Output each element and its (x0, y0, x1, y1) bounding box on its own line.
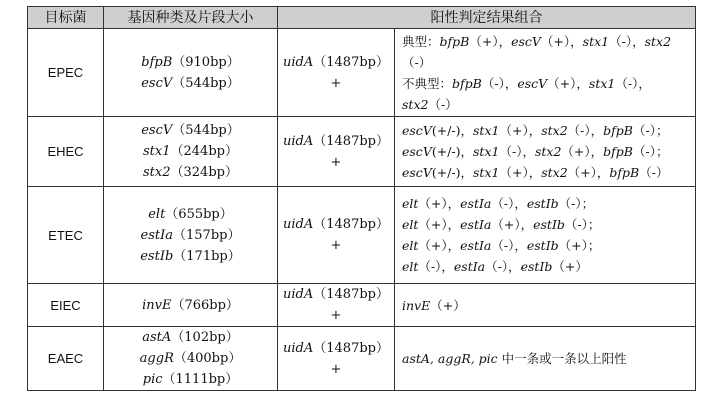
gene-name: bfpB (141, 54, 173, 70)
result-gene: escV (511, 33, 541, 49)
gene-line (104, 327, 277, 348)
result-gene: stx2 (402, 96, 429, 112)
result-text: （+）， (418, 196, 461, 211)
gene-line (104, 162, 277, 183)
result-cell (395, 117, 696, 187)
header-gene-types: 基因种类及片段大小 (104, 7, 278, 29)
table-body (28, 29, 696, 391)
result-text: （+）， (561, 144, 604, 159)
result-gene: estIa (460, 217, 492, 232)
gene-list (104, 29, 278, 117)
result-line (402, 235, 695, 256)
result-gene: bfpB (603, 144, 633, 159)
gene-line (104, 225, 277, 246)
result-line (402, 52, 695, 73)
uida-cell (278, 284, 395, 327)
result-text: （-）； (632, 144, 669, 159)
gene-size: （1111bp） (162, 372, 239, 387)
bacteria-name: EAEC (28, 327, 104, 391)
gene-name: elt (148, 206, 166, 222)
result-text: 典型： (402, 33, 440, 49)
gene-size: （324bp） (170, 165, 238, 180)
uida-gene: uidA (283, 217, 314, 232)
uida-plus: + (330, 154, 342, 170)
gene-list (104, 187, 278, 284)
table-row (28, 117, 696, 187)
result-line (402, 214, 695, 235)
result-gene: estIb (526, 238, 559, 253)
result-text: （+）， (469, 33, 512, 49)
result-text: （+）， (540, 33, 583, 49)
result-gene: escV (402, 123, 432, 138)
gene-line (104, 73, 277, 94)
uida-gene: uidA (283, 54, 314, 70)
result-gene: stx1 (473, 165, 500, 180)
result-text: （-） (428, 96, 458, 112)
result-text: （+）， (499, 123, 542, 138)
gene-line (104, 246, 277, 267)
uida-gene: uidA (283, 133, 314, 149)
result-line (402, 295, 695, 316)
gene-name: invE (142, 297, 172, 313)
result-gene: stx1 (473, 123, 500, 138)
result-line (402, 256, 695, 277)
gene-line (104, 369, 277, 390)
gene-size: （157bp） (173, 227, 241, 243)
result-gene: astA, aggR, pic (402, 351, 498, 366)
uida-cell (278, 187, 395, 284)
result-text: （+） (552, 259, 588, 274)
result-line (402, 31, 695, 52)
result-cell (395, 29, 696, 117)
result-gene: bfpB (609, 165, 640, 180)
gene-size: （544bp） (172, 123, 240, 138)
result-cell (395, 327, 696, 391)
result-line (402, 348, 695, 369)
result-text: （+）， (547, 75, 589, 91)
result-text: （-） (402, 54, 432, 70)
result-gene: estIb (533, 217, 565, 232)
result-text: (+/-)， (431, 123, 474, 138)
result-line (402, 120, 695, 141)
result-gene: estIa (453, 259, 486, 274)
gene-line (104, 204, 277, 225)
result-gene: bfpB (603, 123, 633, 138)
result-line (402, 162, 695, 183)
result-text: （-）， (491, 196, 527, 211)
uida-line (278, 52, 394, 73)
result-cell (395, 187, 696, 284)
result-gene: estIa (460, 238, 492, 253)
result-text: (+/-)， (431, 144, 474, 159)
uida-plus: + (330, 361, 342, 377)
uida-plus: + (330, 238, 342, 253)
gene-list (104, 284, 278, 327)
uida-plus: + (330, 308, 342, 323)
table-row (28, 327, 696, 391)
result-text: （+）； (558, 238, 601, 253)
result-cell (395, 284, 696, 327)
header-target-bacteria: 目标菌 (28, 7, 104, 29)
result-line (402, 94, 695, 115)
result-gene: elt (402, 196, 419, 211)
result-gene: bfpB (452, 75, 482, 91)
uida-size: （1487bp） (313, 133, 389, 149)
result-text: （-）， (499, 144, 535, 159)
result-text: （+） (430, 297, 466, 313)
uida-line (278, 338, 394, 359)
result-gene: escV (517, 75, 548, 91)
table-row (28, 29, 696, 117)
result-gene: escV (402, 144, 432, 159)
result-gene: stx2 (534, 144, 562, 159)
result-line (402, 73, 695, 94)
uida-cell (278, 29, 395, 117)
uida-size: （1487bp） (313, 287, 389, 302)
gene-size: （766bp） (171, 297, 239, 313)
gene-line (104, 141, 277, 162)
result-text: （-）； (632, 123, 669, 138)
uida-size: （1487bp） (313, 217, 389, 232)
result-text: (+/-)， (431, 165, 474, 180)
gene-name: escV (141, 75, 173, 91)
result-gene: stx2 (644, 33, 672, 49)
uida-line (278, 214, 394, 235)
result-gene: estIa (460, 196, 492, 211)
gene-name: pic (142, 372, 163, 387)
result-text: 中一条或一条以上阳性 (497, 351, 627, 366)
gene-size: （171bp） (173, 248, 241, 264)
result-text: （+）， (418, 238, 461, 253)
gene-name: estIa (140, 227, 173, 243)
gene-size: （910bp） (172, 54, 240, 70)
result-gene: stx2 (541, 123, 568, 138)
result-line (402, 141, 695, 162)
result-text: （-）， (609, 33, 645, 49)
gene-line (104, 52, 277, 73)
result-table (27, 6, 696, 391)
gene-name: aggR (139, 351, 174, 366)
result-text: 不典型： (402, 75, 453, 91)
result-text: （+）， (499, 165, 542, 180)
result-gene: invE (402, 297, 431, 313)
result-gene: stx1 (473, 144, 500, 159)
result-text: （-）， (567, 123, 604, 138)
gene-line (104, 120, 277, 141)
header-row (28, 7, 696, 29)
result-text: （-）， (481, 75, 518, 91)
result-text: （+）， (567, 165, 610, 180)
result-text: （-）， (491, 238, 527, 253)
result-text: （+）， (491, 217, 534, 232)
uida-line (278, 284, 394, 305)
uida-cell (278, 327, 395, 391)
bacteria-name: ETEC (28, 187, 104, 284)
uida-size: （1487bp） (313, 54, 389, 70)
gene-name: stx1 (143, 144, 171, 159)
result-gene: stx1 (588, 75, 616, 91)
uida-size: （1487bp） (313, 340, 389, 356)
result-text: （-）； (564, 217, 601, 232)
result-gene: estIb (520, 259, 553, 274)
gene-line (104, 348, 277, 369)
result-gene: escV (402, 165, 432, 180)
gene-size: （544bp） (172, 75, 240, 91)
result-gene: estIb (526, 196, 559, 211)
gene-name: stx2 (143, 165, 171, 180)
uida-line (278, 131, 394, 152)
result-line (402, 193, 695, 214)
result-text: （+）， (418, 217, 461, 232)
bacteria-name: EPEC (28, 29, 104, 117)
table-row (28, 187, 696, 284)
gene-line (104, 295, 277, 316)
gene-list (104, 327, 278, 391)
result-gene: stx2 (541, 165, 568, 180)
gene-size: （102bp） (171, 330, 239, 345)
gene-name: escV (141, 123, 173, 138)
result-text: （-）， (485, 259, 521, 274)
gene-size: （244bp） (170, 144, 238, 159)
result-text: （-）， (418, 259, 454, 274)
gene-size: （655bp） (165, 206, 233, 222)
gene-name: astA (142, 330, 172, 345)
result-gene: elt (402, 217, 419, 232)
uida-plus: + (330, 75, 342, 91)
result-gene: elt (402, 259, 419, 274)
result-gene: elt (402, 238, 419, 253)
bacteria-name: EHEC (28, 117, 104, 187)
gene-size: （400bp） (173, 351, 242, 366)
gene-list (104, 117, 278, 187)
result-text: （-）； (558, 196, 595, 211)
result-gene: bfpB (439, 33, 470, 49)
result-text: （-） (639, 165, 669, 180)
uida-gene: uidA (283, 287, 314, 302)
bacteria-name: EIEC (28, 284, 104, 327)
uida-gene: uidA (283, 340, 314, 356)
uida-cell (278, 117, 395, 187)
table-row (28, 284, 696, 327)
header-result-combination: 阳性判定结果组合 (278, 7, 696, 29)
result-text: （-）， (615, 75, 651, 91)
gene-name: estIb (140, 248, 174, 264)
result-gene: stx1 (582, 33, 610, 49)
